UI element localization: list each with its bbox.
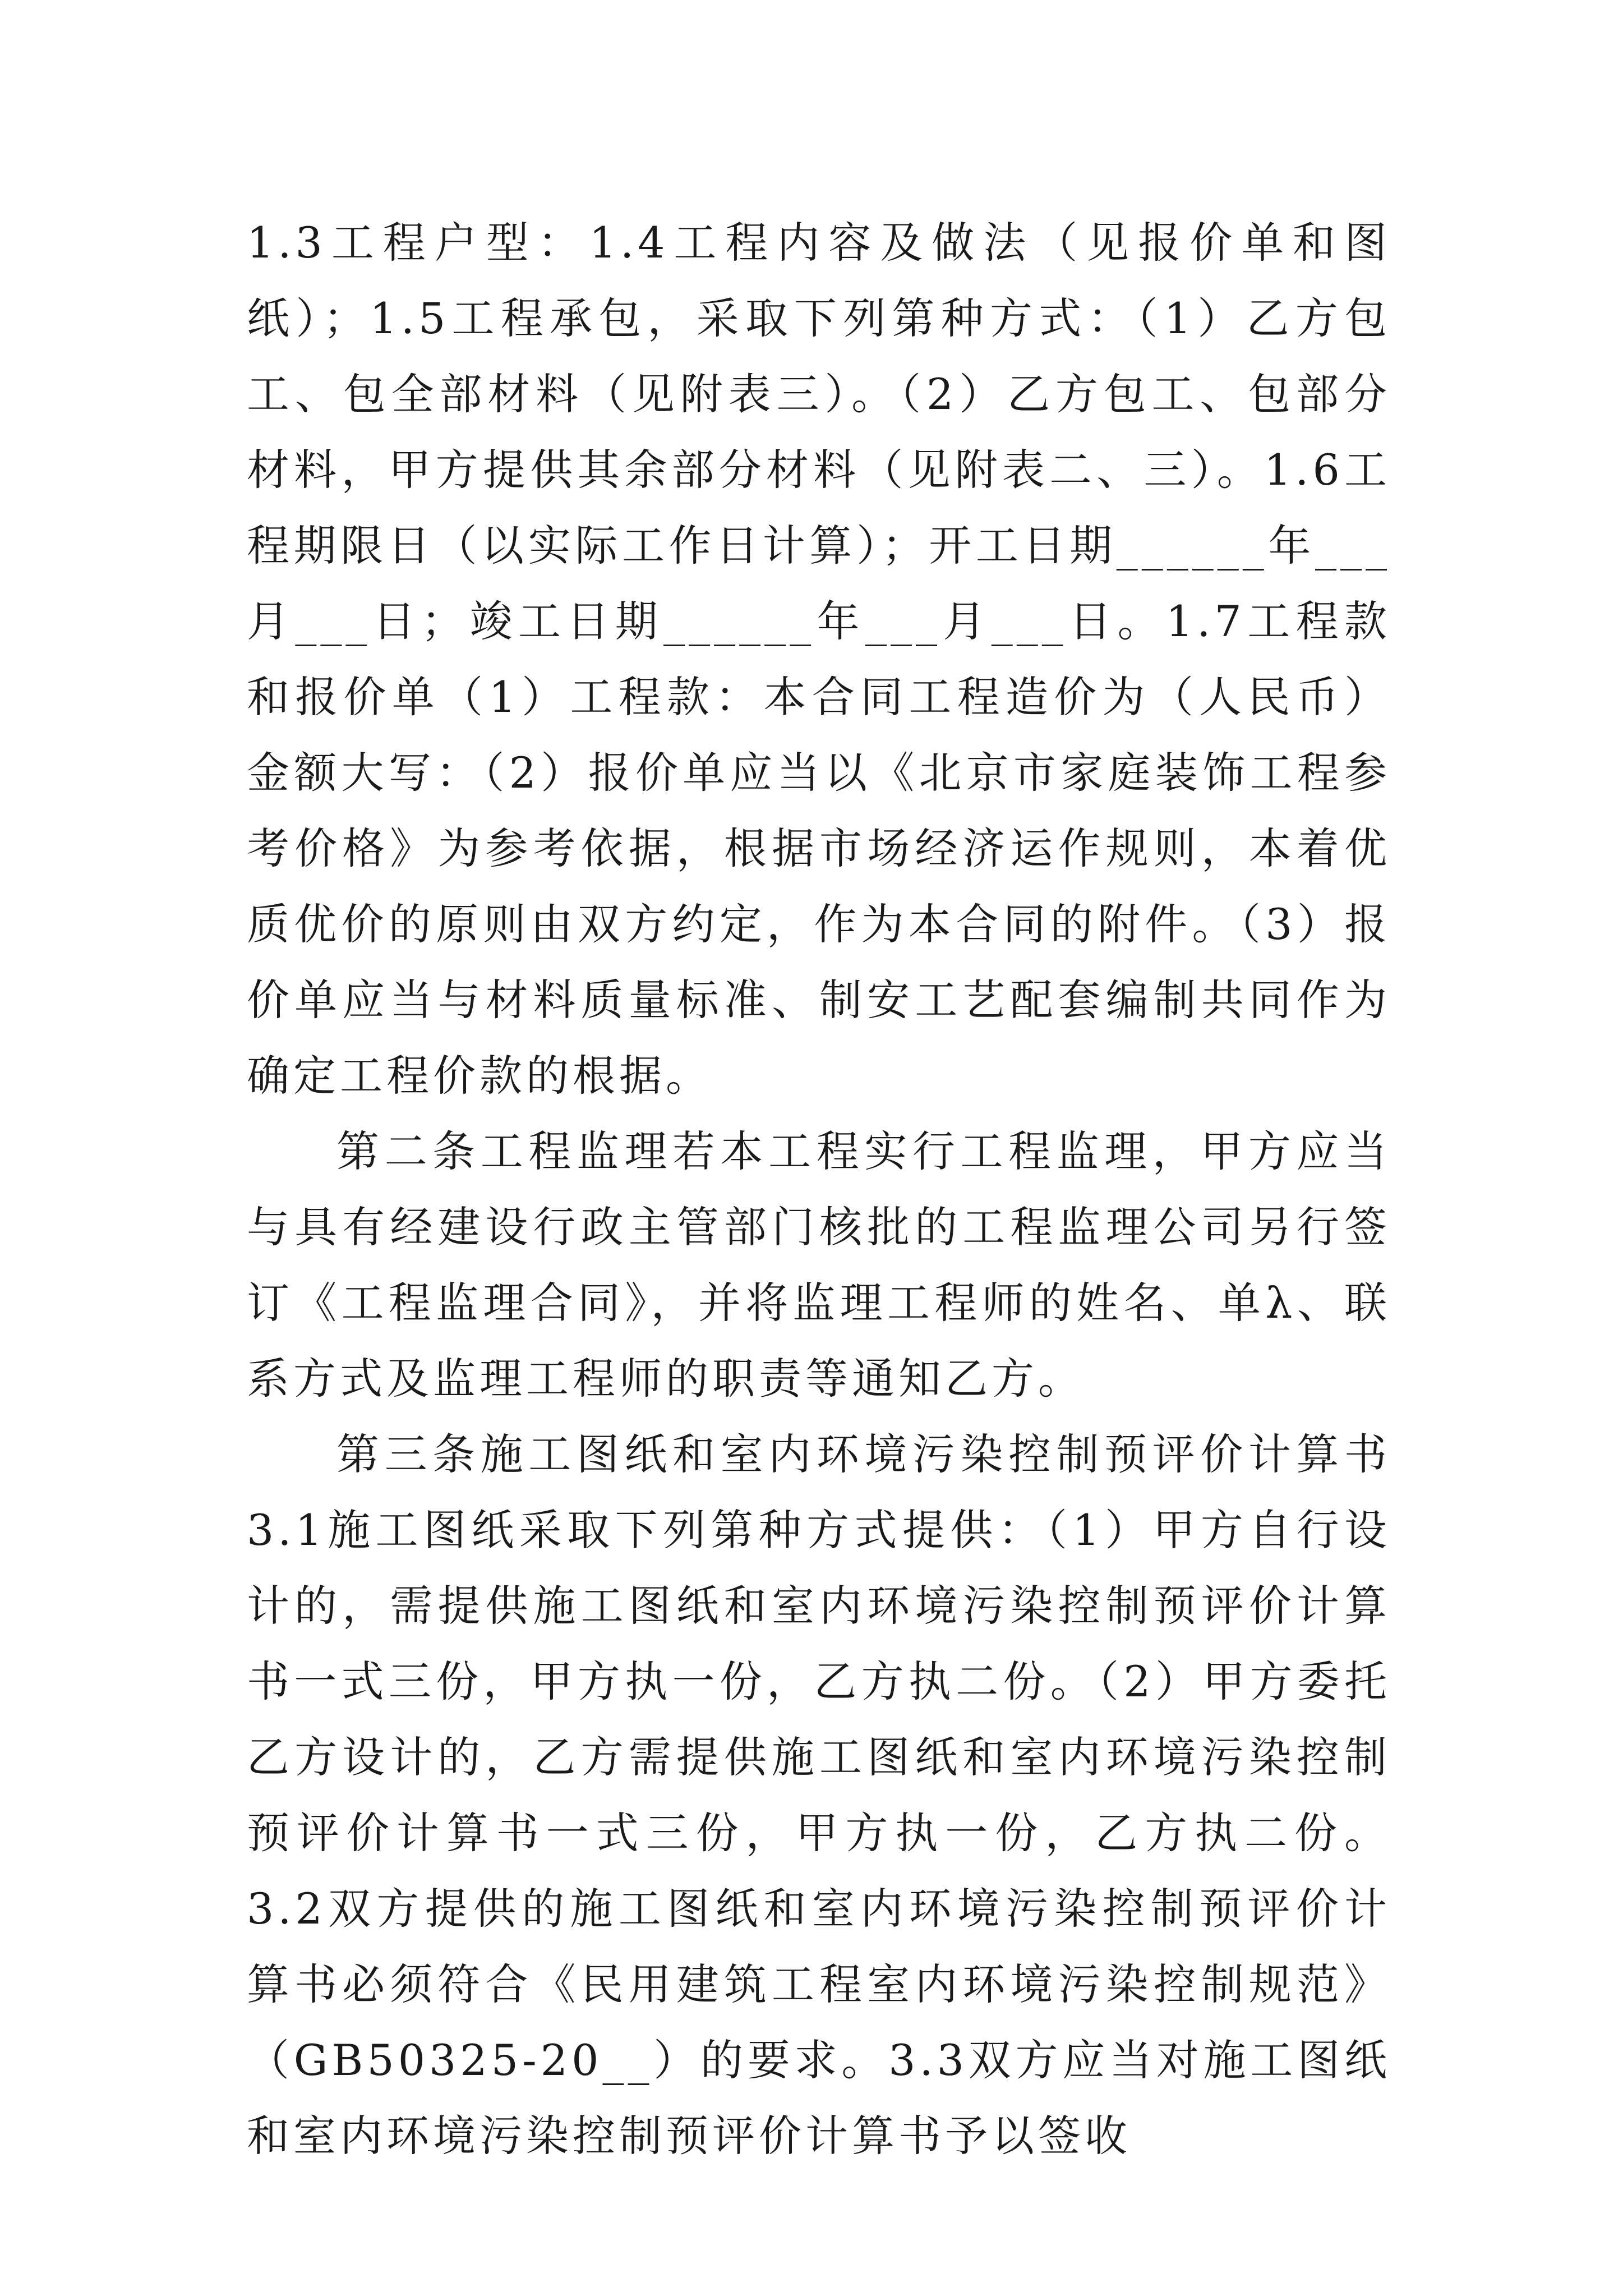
paragraph-1: 1.3工程户型：1.4工程内容及做法（见报价单和图纸）；1.5工程承包，采取下列第种方式：（1）乙方包工、包全部材料（见附表三）。（2）乙方包工、包部分材料，甲方提供其余部分材料（见附表二、三）。1.6工程期限日（以实际工作日计算）；开工日期______年___月___日；竣工日期______年___月___日。1.7工程款和报价单（1）工程款：本合同工程造价为（人民币）金额大写：（2）报价单应当以《北京市家庭装饰工程参考价格》为参考依据，根据市场经济运作规则，本着优质优价的原则由双方约定，作为本合同的附件。（3）报价单应当与材料质量标准、制安工艺配套编制共同作为确定工程价款的根据。 — [247, 218, 1391, 1101]
paragraph-3: 第三条施工图纸和室内环境污染控制预评价计算书3.1施工图纸采取下列第种方式提供：（1）甲方自行设计的，需提供施工图纸和室内环境污染控制预评价计算书一式三份，甲方执一份，乙方执二份。（2）甲方委托乙方设计的，乙方需提供施工图纸和室内环境污染控制预评价计算书一式三份，甲方执一份，乙方执二份。3.2双方提供的施工图纸和室内环境污染控制预评价计算书必须符合《民用建筑工程室内环境污染控制规范》（GB50325-20__）的要求。3.3双方应当对施工图纸和室内环境污染控制预评价计算书予以签收 — [247, 1429, 1391, 2161]
document-body — [247, 205, 1391, 2174]
paragraph-2: 第二条工程监理若本工程实行工程监理，甲方应当与具有经建设行政主管部门核批的工程监理公司另行签订《工程监理合同》，并将监理工程师的姓名、单λ、联系方式及监理工程师的职责等通知乙方。 — [247, 1126, 1391, 1404]
